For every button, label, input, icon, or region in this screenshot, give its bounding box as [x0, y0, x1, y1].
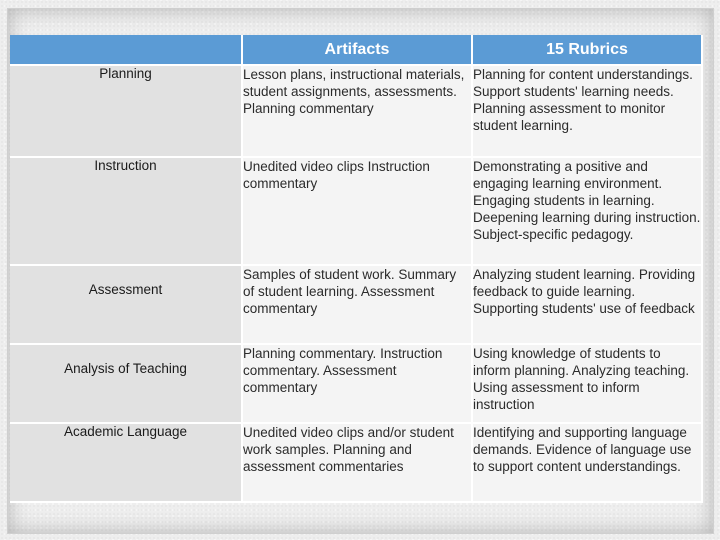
table-row — [10, 266, 703, 345]
table-row — [10, 66, 703, 158]
row-label-planning — [10, 66, 243, 158]
rubrics-cell: Demonstrating a positive and engaging learning environment. Engaging students in learning. Deepening learning during instruction. Subject-specific pedagogy. — [473, 158, 703, 266]
artifacts-cell: Samples of student work. Summary of student learning. Assessment commentary — [243, 266, 473, 345]
artifacts-cell: Planning commentary. Instruction commentary. Assessment commentary — [243, 345, 473, 424]
row-label-text: Academic Language — [63, 424, 188, 439]
rubric-table — [10, 35, 703, 503]
rubrics-cell: Planning for content understandings. Support students' learning needs. Planning assessment to monitor student learning. — [473, 66, 703, 158]
table-row — [10, 345, 703, 424]
rubrics-cell: Using knowledge of students to inform planning. Analyzing teaching. Using assessment to inform instruction — [473, 345, 703, 424]
header-row — [10, 35, 703, 66]
row-label-analysis-of-teaching — [10, 345, 243, 424]
artifacts-cell: Unedited video clips Instruction commentary — [243, 158, 473, 266]
row-label-text: Planning — [99, 66, 152, 81]
header-blank — [10, 35, 243, 66]
row-label-academic-language — [10, 424, 243, 503]
row-label-assessment — [10, 266, 243, 345]
artifacts-cell: Lesson plans, instructional materials, student assignments, assessments. Planning commentary — [243, 66, 473, 158]
table-row — [10, 424, 703, 503]
rubrics-cell: Identifying and supporting language demands. Evidence of language use to support content understandings. — [473, 424, 703, 503]
row-label-text: Analysis of Teaching — [64, 361, 187, 376]
row-label-instruction — [10, 158, 243, 266]
row-label-text: Assessment — [88, 282, 163, 297]
rubrics-cell: Analyzing student learning. Providing feedback to guide learning. Supporting students' use of feedback — [473, 266, 703, 345]
artifacts-cell: Unedited video clips and/or student work samples. Planning and assessment commentaries — [243, 424, 473, 503]
header-artifacts: Artifacts — [243, 35, 473, 66]
row-label-text: Instruction — [94, 158, 157, 173]
header-rubrics: 15 Rubrics — [473, 35, 703, 66]
table-row — [10, 158, 703, 266]
